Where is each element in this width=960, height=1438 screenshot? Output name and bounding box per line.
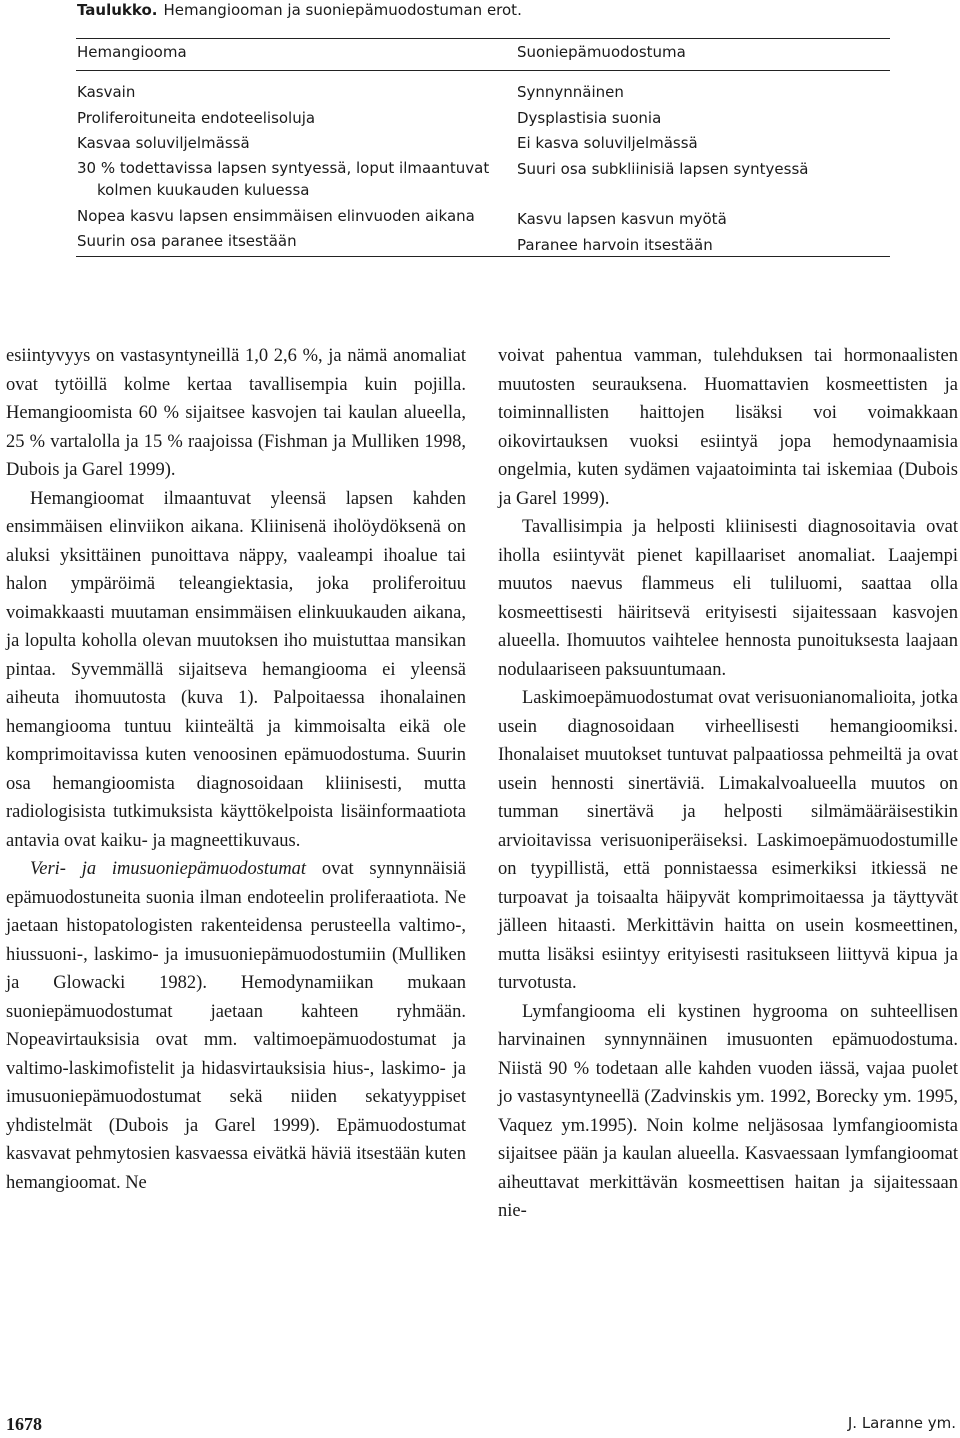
table-cell: Suuri osa subkliinisiä lapsen syntyessä: [517, 159, 809, 178]
table-spacer: [517, 182, 897, 207]
paragraph: [6, 855, 466, 1197]
table-header-hemangiooma: Hemangiooma: [77, 43, 187, 61]
table-cell: 30 % todettavissa lapsen syntyessä, loput ilmaantuvat kolmen kuukauden kuluessa: [77, 158, 490, 199]
running-footer-author: J. Laranne ym.: [847, 1414, 956, 1432]
paragraph: Hemangioomat ilmaantuvat yleensä lapsen kahden ensimmäisen elinviikon aikana. Kliinisenä iholöydöksenä on aluksi yksittäinen punoittava näppy, vaaleampi ihoalue tai halon ympäröimä teleangiektasia, joka proliferoituu voimakkaasti muutaman ensimmäisen elinkuukauden aikana, ja lopulta koholla olevan muutoksen iho muistuttaa mansikan pintaa. Syvemmällä sijaitseva hemangiooma ei yleensä aiheuta ihomuutosta (kuva 1). Palpoitaessa ihonalainen hemangiooma tuntuu kiinteältä ja kimmoisalta eikä ole komprimoitavissa kuten venoosinen epämuodostuma. Suurin osa hemangioomista diagnosoidaan kliinisesti, mutta radiologisista tutkimuksista käyttökelpoista lisäinformaatiota antavia ovat kaiku- ja magneettikuvaus.: [6, 488, 466, 851]
table-caption: [77, 0, 522, 20]
table-cell: Synnynnäinen: [517, 83, 624, 101]
table-cell: Suurin osa paranee itsestään: [77, 232, 297, 250]
body-column-left: [6, 342, 466, 1197]
table-top-rule: [76, 38, 890, 39]
table-caption-label: Taulukko.: [77, 1, 158, 19]
table-cell: Nopea kasvu lapsen ensimmäisen elinvuoden aikana: [77, 206, 475, 225]
table-cell: Kasvain: [77, 83, 136, 101]
table-caption-text: Hemangiooman ja suoniepämuodostuman erot.: [163, 1, 522, 19]
table-cell: Dysplastisia suonia: [517, 108, 662, 127]
paragraph: Laskimoepämuodostumat ovat verisuonianomalioita, jotka usein diagnosoidaan virheellisesti hemangioomiksi. Ihonalaiset muutokset tuntuvat palpaatiossa pehmeiltä ja ovat usein hennosti sinertäviä. Limakalvoalueella muutos on tumman sinertävä ja helposti silmämääräisestikin arvioitavissa verisuoniperäiseksi. Laskimoepämuodostumille on tyypillistä, että ponnistaessa esimerkiksi itkiessä ne turpoavat ja toisaalta häipyvät komprimoitaessa ja täyttyvät jälleen hitaasti. Merkittävin haitta on usein kosmeettinen, mutta lisäksi esiintyy erityisesti rasitukseen liittyvä kipua ja turvotusta.: [498, 688, 958, 993]
paragraph: esiintyvyys on vastasyntyneillä 1,0 2,6 %, ja nämä anomaliat ovat tytöillä kolme kertaa tavallisempia kuin pojilla. Hemangioomista 60 % sijaitsee kasvojen tai kaulan alueella, 25 % vartalolla ja 15 % raajoissa (Fishman ja Mulliken 1998, Dubois ja Garel 1999).: [6, 346, 466, 480]
paragraph: Tavallisimpia ja helposti kliinisesti diagnosoitavia ovat iholla esiintyvät pienet kapillaariset anomaliat. Laajempi muutos naevus flammeus eli tuliluomi, saattaa olla kosmeettisesti häiritsevä erityisesti sijaitessaan kasvojen alueella. Ihomuutos vaihtelee hennosta punoituksesta laajaan nodulaariseen paksuuntumaan.: [498, 517, 958, 680]
page-number: 1678: [6, 1414, 42, 1434]
table-bottom-rule: [76, 256, 890, 257]
table-column-suoniepamuodostuma: [517, 80, 897, 258]
table-column-hemangiooma: [77, 80, 497, 255]
table-cell: Proliferoituneita endoteelisoluja: [77, 108, 316, 127]
paragraph-text: ovat synnynnäisiä epämuodostuneita suonia ilman endoteelin proliferaatiota. Ne jaetaan histopatologisten rakenteidensa perusteella valtimo-, hiussuoni-, laskimo- ja imusuoniepämuodostumiin (Mulliken ja Glowacki 1982). Hemodynamiikan mukaan suoniepämuodostumat jaetaan kahteen ryhmään. Nopeavirtauksisia ovat mm. valtimoepämuodostumat ja valtimo-laskimofistelit ja hidasvirtauksisia hius-, laskimo- ja imusuoniepämuodostumat sekä niiden sekatyyppiset yhdistelmät (Dubois ja Garel 1999). Epämuodostumat kasvavat pehmytosien kasvaessa eivätkä häviä itsestään kuten hemangioomat. Ne: [6, 859, 466, 1193]
table-cell: Ei kasva soluviljelmässä: [517, 134, 698, 152]
table-cell: Kasvaa soluviljelmässä: [77, 134, 250, 152]
table-cell: Kasvu lapsen kasvun myötä: [517, 210, 727, 228]
paragraph: Lymfangiooma eli kystinen hygrooma on suhteellisen harvinainen synnynnäinen imusuonten epämuodostuma. Niistä 90 % todetaan alle kahden vuoden iässä, vajaa puolet jo vastasyntyneellä (Zadvinskis ym. 1992, Borecky ym. 1995, Vaquez ym.1995). Noin kolme neljäsosaa lymfangioomista sijaitsee pään ja kaulan alueella. Kasvaessaan lymfangioomat aiheuttavat merkittävän kosmeettisen haitan ja sijaitessaan nie-: [498, 1001, 958, 1221]
table-cell: Paranee harvoin itsestään: [517, 235, 713, 254]
table-header-suoniepamuodostuma: Suoniepämuodostuma: [517, 43, 686, 61]
table-header-rule: [76, 70, 890, 71]
paragraph: voivat pahentua vamman, tulehduksen tai hormonaalisten muutosten seurauksena. Huomattavien kosmeettisten ja toiminnallisten haittojen lisäksi voi voimakkaan oikovirtauksen vuoksi esiintyä jopa hemodynaamisia ongelmia, kuten sydämen vajaatoiminta tai iskemiaa (Dubois ja Garel 1999).: [498, 346, 958, 509]
body-column-right: [498, 342, 958, 1226]
paragraph-term: Veri- ja imusuoniepämuodostumat: [30, 859, 307, 879]
